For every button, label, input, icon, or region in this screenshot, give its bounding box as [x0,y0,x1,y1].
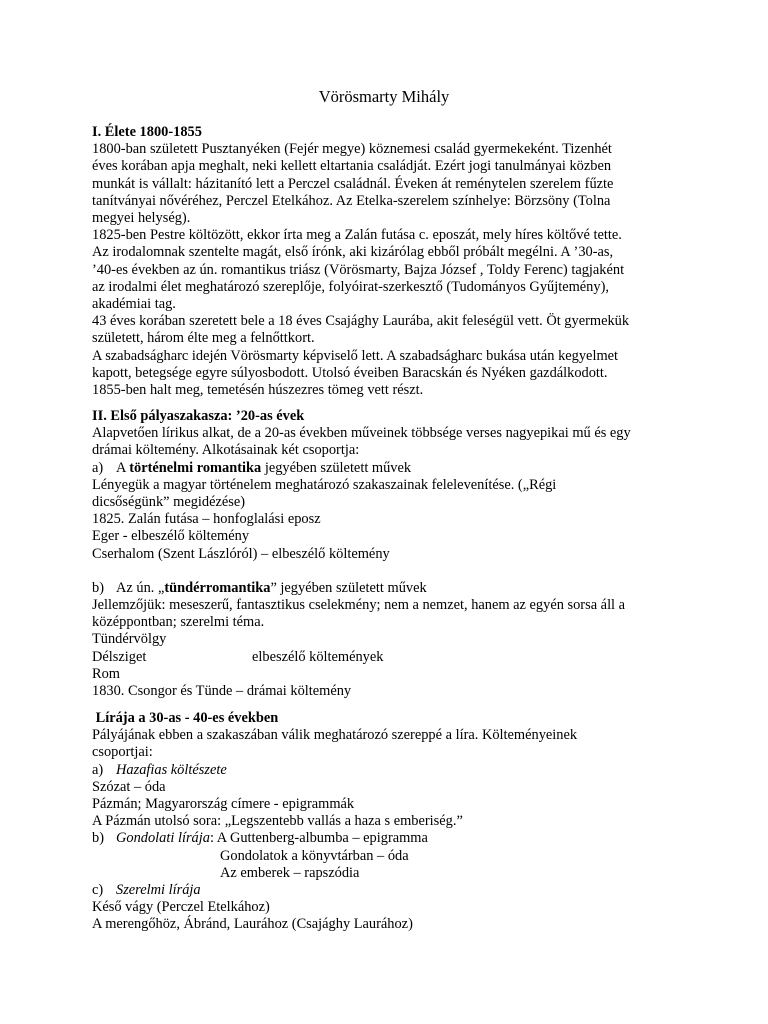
text-run: ” jegyében született művek [270,579,427,596]
text-run: jegyében született művek [261,459,412,476]
text-line: az irodalmi élet meghatározó szereplője, folyóirat-szerkesztő (Tudományos Gyűjtemény), [92,278,609,295]
text-line: akadémiai tag. [92,296,176,313]
text-run: Az ún. „ [116,579,165,596]
text-line: 1855-ben halt meg, temetésén húszezres tömeg vett részt. [92,382,424,399]
list-label: a) [92,459,104,476]
text-line: drámai költemény. Alkotásainak két csoportja: [92,442,360,459]
text-line: kapott, betegsége egyre súlyosbodott. Utolsó éveiben Baracskán és Nyéken gazdálkodott. [92,364,608,381]
text-line: Lényegük a magyar történelem meghatározó szakaszainak felelevenítése. („Régi [92,476,557,493]
text-line: középpontban; szerelmi téma. [92,614,265,631]
section-heading: Lírája a 30-as - 40-es években [92,710,279,726]
list-label: b) [92,830,104,847]
genre-label: elbeszélő költemények [252,648,384,665]
section-early-career [92,408,692,700]
section-lyric [92,710,692,934]
emphasis-term: történelmi romantika [129,459,262,476]
text-line: Jellemzőjük: meseszerű, fantasztikus cselekmény; nem a nemzet, hanem az egyén sorsa áll a [92,597,626,614]
list-item-b [92,830,692,847]
text-line: Az irodalomnak szentelte magát, első írónk, aki kizárólag ebből próbált megélni. A ’30-as, [92,244,614,261]
list-item-c [92,882,692,899]
text-line: A szabadságharc idején Vörösmarty képviselő lett. A szabadságharc bukása után kegyelmet [92,347,619,364]
text-line: Pázmán; Magyarország címere - epigrammák [92,796,355,813]
section-heading: II. Első pályaszakasza: ’20-as évek [92,408,305,424]
text-line: éves korában apja meghalt, neki kellett eltartania családját. Ezért jogi tanulmányai közben [92,158,612,175]
text-line: 1830. Csongor és Tünde – drámai költemény [92,683,352,700]
text-line: munkát is vállalt: házitanító lett a Perczel családnál. Éveken át reménytelen szerelem fűzte [92,175,614,192]
text-line: született, három élte meg a felnőttkort. [92,330,315,347]
list-item-a [92,460,692,477]
document-title: Vörösmarty Mihály [318,87,450,106]
text-line: Pályájának ebben a szakaszában válik meghatározó szereppé a líra. Költeményeinek [92,727,578,744]
work-title: Délsziget [92,648,147,665]
text-run: A [116,459,130,476]
text-line: megyei helység). [92,210,191,227]
text-line: Alapvetően lírikus alkat, de a 20-as években műveinek többsége verses nagyepikai mű és egy [92,425,631,442]
text-line: Cserhalom (Szent Lászlóról) – elbeszélő költemény [92,545,390,562]
text-line: dicsőségünk” megidézése) [92,494,246,511]
text-line: 1825. Zalán futása – honfoglalási eposz [92,511,321,528]
list-label: c) [92,882,104,899]
text-line: Eger - elbeszélő költemény [92,528,250,545]
text-line: Késő vágy (Perczel Etelkához) [92,899,270,916]
text-line: Szózat – óda [92,778,166,795]
text-line: 43 éves korában szeretett bele a 18 éves Csajághy Laurába, akit feleségül vett. Öt gyermekük [92,313,630,330]
text-line: Tündérvölgy [92,631,167,648]
list-label: b) [92,579,104,596]
subheading: Hazafias költészete [116,761,227,778]
subheading: Szerelmi lírája [116,882,201,899]
subheading: Gondolati lírája [116,830,210,847]
text-line: A merengőhöz, Ábránd, Laurához (Csajághy Laurához) [92,916,413,933]
text-line: Gondolatok a könyvtárban – óda [220,847,409,864]
text-line: Rom [92,665,120,682]
text-run: : A Guttenberg-albumba – epigramma [209,830,428,847]
list-item-b [92,580,692,597]
text-line: tanítványai nővéréhez, Perczel Etelkához. Az Etelka-szerelem színhelye: Börzsöny (Tolna [92,192,611,209]
text-line: ’40-es években az ún. romantikus triász (Vörösmarty, Bajza József , Toldy Ferenc) tagjaként [92,261,625,278]
text-line [92,649,692,666]
text-line: csoportjai: [92,744,153,761]
text-line: 1825-ben Pestre költözött, ekkor írta meg a Zalán futása c. eposzát, mely híres költővé tette. [92,227,622,244]
text-line: 1800-ban született Pusztanyéken (Fejér megye) köznemesi család gyermekeként. Tizenhét [92,141,612,158]
section-life [92,124,692,399]
list-label: a) [92,761,104,778]
text-line: Az emberek – rapszódia [220,864,360,881]
text-line: A Pázmán utolsó sora: „Legszentebb vallás a haza s emberiség.” [92,813,463,830]
section-heading: I. Élete 1800-1855 [92,124,202,140]
emphasis-term: tündérromantika [164,579,271,596]
list-item-a [92,762,692,779]
